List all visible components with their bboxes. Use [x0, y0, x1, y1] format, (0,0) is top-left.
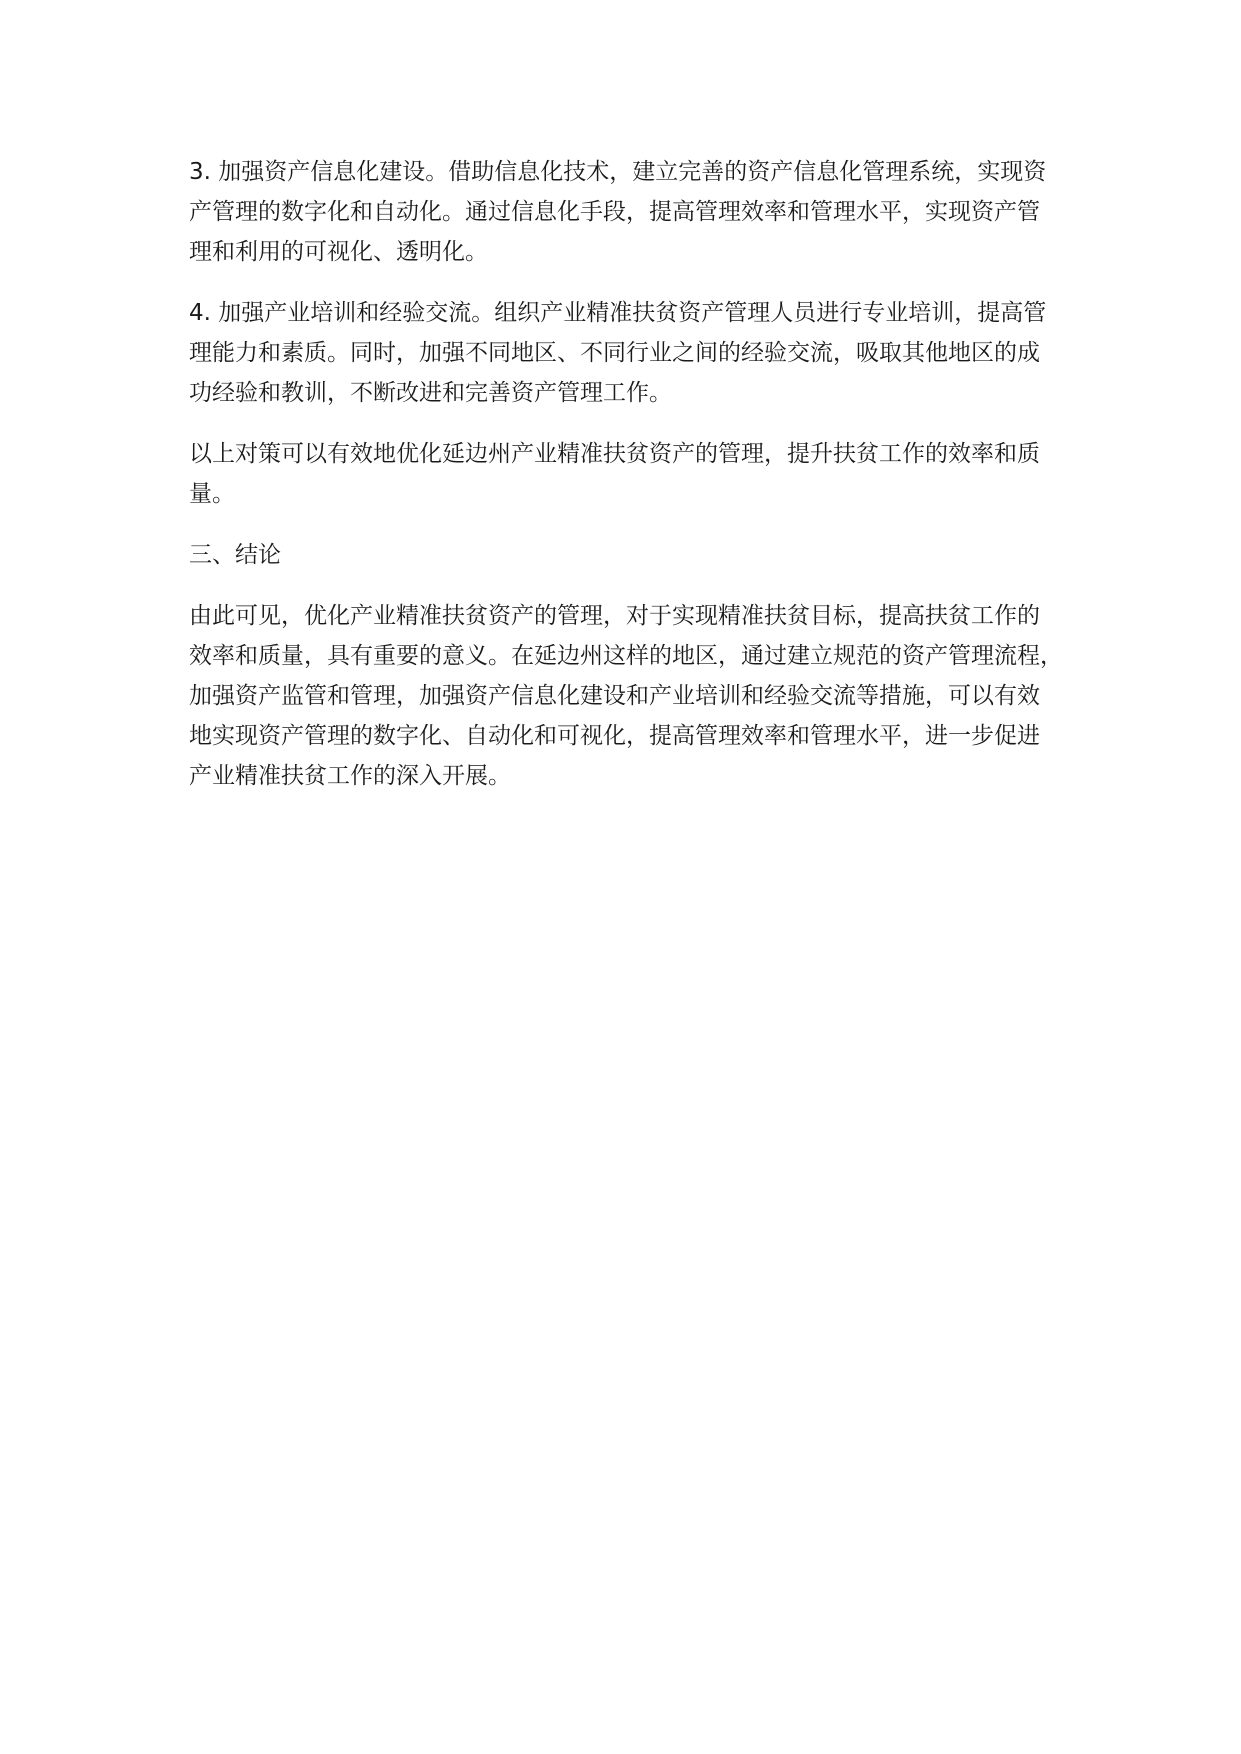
text-line: 效率和质量，具有重要的意义。在延边州这样的地区，通过建立规范的资产管理流程， — [189, 643, 1063, 669]
paragraph-item-3 — [189, 152, 1079, 272]
text-line: 以上对策可以有效地优化延边州产业精准扶贫资产的管理，提升扶贫工作的效率和质 — [189, 441, 1040, 467]
text-line: 理能力和素质。同时，加强不同地区、不同行业之间的经验交流，吸取其他地区的成 — [189, 340, 1040, 366]
text-line: 理和利用的可视化、透明化。 — [189, 239, 488, 265]
text-line: 地实现资产管理的数字化、自动化和可视化，提高管理效率和管理水平，进一步促进 — [189, 723, 1040, 749]
text-line: 由此可见，优化产业精准扶贫资产的管理，对于实现精准扶贫目标，提高扶贫工作的 — [189, 603, 1040, 629]
paragraph-item-4 — [189, 293, 1079, 413]
text-line: 3. 加强资产信息化建设。借助信息化技术，建立完善的资产信息化管理系统，实现资 — [189, 159, 1047, 185]
section-heading-conclusion: 三、结论 — [189, 542, 281, 568]
text-line: 产管理的数字化和自动化。通过信息化手段，提高管理效率和管理水平，实现资产管 — [189, 199, 1040, 225]
text-line: 功经验和教训，不断改进和完善资产管理工作。 — [189, 380, 672, 406]
text-line: 加强资产监管和管理，加强资产信息化建设和产业培训和经验交流等措施，可以有效 — [189, 683, 1040, 709]
text-line: 量。 — [189, 481, 235, 507]
paragraph-conclusion — [189, 596, 1079, 796]
text-line: 产业精准扶贫工作的深入开展。 — [189, 763, 511, 789]
document-body — [189, 152, 1079, 817]
text-line: 4. 加强产业培训和经验交流。组织产业精准扶贫资产管理人员进行专业培训，提高管 — [189, 300, 1047, 326]
paragraph-summary — [189, 434, 1079, 514]
